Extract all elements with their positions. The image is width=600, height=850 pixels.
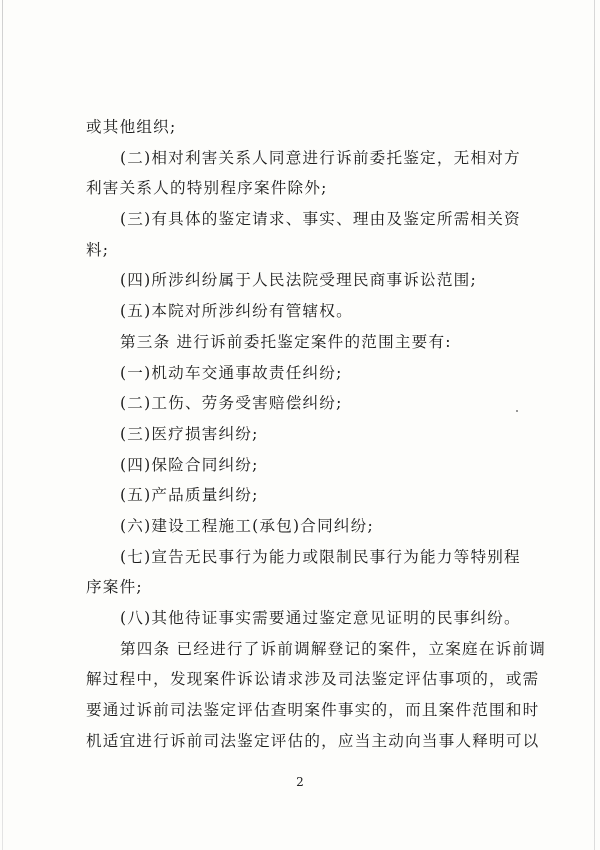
page-number: 2 (296, 775, 304, 789)
text-line: (八)其他待证事实需要通过鉴定意见证明的民事纠纷。 (120, 609, 521, 627)
text-line: 解过程中，发现案件诉讼请求涉及司法鉴定评估事项的，或需 (86, 670, 540, 689)
text-line: (五)本院对所涉纠纷有管辖权。 (120, 302, 353, 321)
text-line: 利害关系人的特别程序案件除外; (86, 179, 328, 198)
text-line: (一)机动车交通事故责任纠纷; (120, 363, 343, 382)
text-line: 机适宜进行诉前司法鉴定评估的，应当主动向当事人释明可以 (86, 731, 540, 750)
text-line: (二)工伤、劳务受害赔偿纠纷; (120, 394, 343, 413)
article-heading-line: 第三条 进行诉前委托鉴定案件的范围主要有: (120, 332, 452, 351)
text-line: 序案件; (86, 578, 143, 597)
text-line: (七)宣告无民事行为能力或限制民事行为能力等特别程 (120, 547, 521, 566)
document-body (86, 112, 547, 756)
text-line: (三)医疗损害纠纷; (120, 424, 259, 443)
text-line: 料; (86, 240, 110, 259)
scan-edge-left (2, 0, 3, 850)
text-line: (五)产品质量纠纷; (120, 486, 259, 505)
text-line: (六)建设工程施工(承包)合同纠纷; (120, 516, 374, 535)
text-line: 要通过诉前司法鉴定评估查明案件事实的，而且案件范围和时 (86, 701, 540, 720)
text-line: (三)有具体的鉴定请求、事实、理由及鉴定所需相关资 (120, 210, 521, 229)
text-line: (二)相对利害关系人同意进行诉前委托鉴定，无相对方 (120, 148, 521, 167)
article-heading-line: 第四条 已经进行了诉前调解登记的案件，立案庭在诉前调 (120, 639, 547, 658)
scan-edge-right (594, 0, 595, 850)
text-line: 或其他组织; (86, 118, 177, 136)
text-line: (四)所涉纠纷属于人民法院受理民商事诉讼范围; (120, 271, 477, 290)
text-line: (四)保险合同纠纷; (120, 455, 259, 474)
